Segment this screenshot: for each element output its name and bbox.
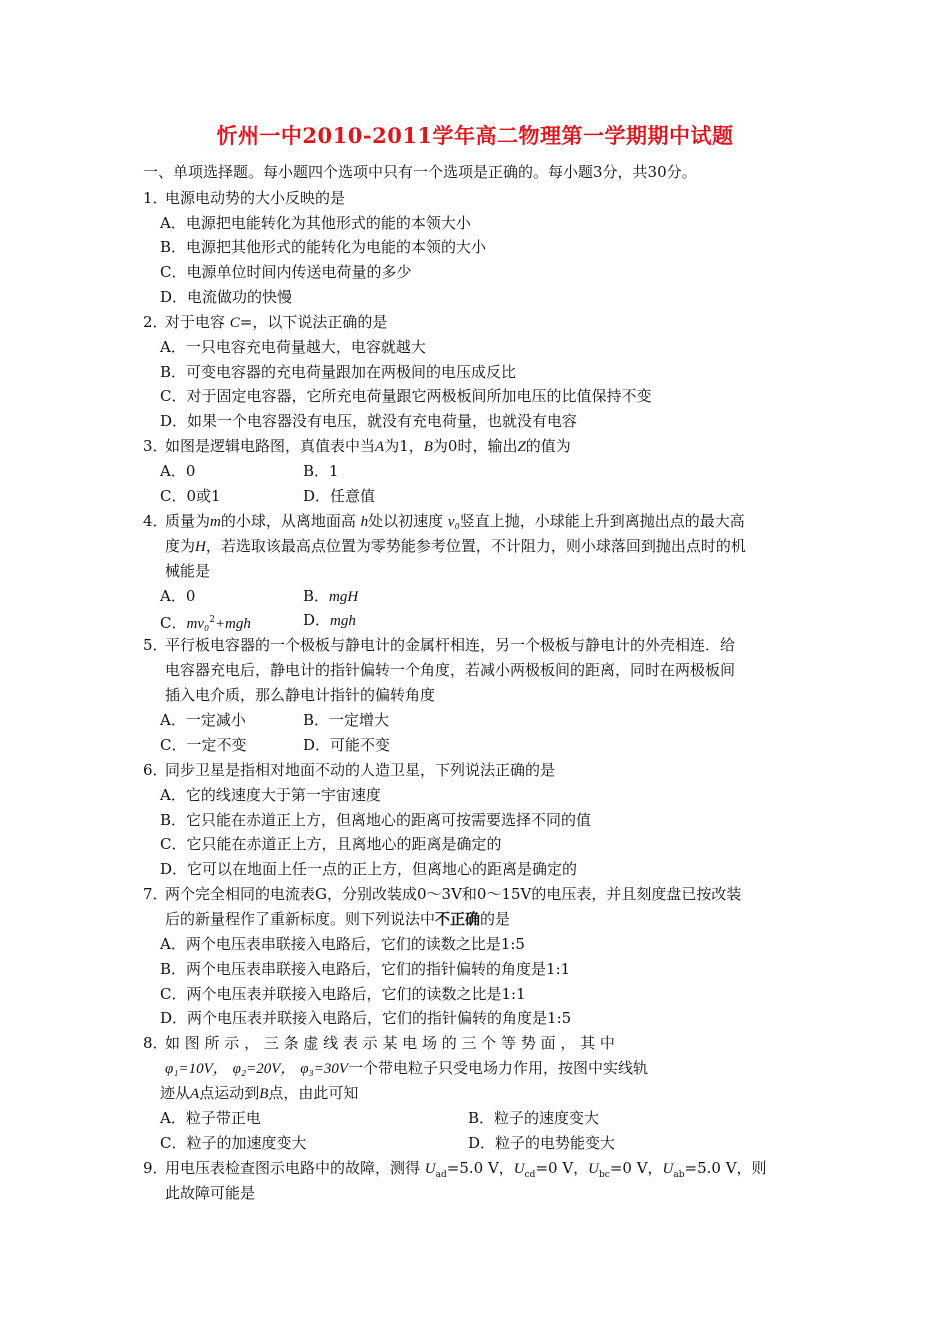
option-label: C．	[160, 614, 187, 632]
emphasis-text: 不正确	[435, 910, 481, 928]
question-4-line-2	[165, 534, 815, 560]
q3-option-d: D．任意值	[303, 487, 376, 505]
question-4-line-3: 械能是	[165, 562, 211, 580]
question-8-line-2	[165, 1056, 815, 1082]
q1-option-d: D．电流做功的快慢	[160, 288, 293, 306]
option-label: B．	[303, 587, 330, 605]
question-text: 用电压表检查图示电路中的故障，测得	[165, 1159, 425, 1177]
question-text: 对于电容	[165, 313, 230, 331]
question-text: =5.0 V，	[446, 1159, 514, 1177]
page-title: 忻州一中2010-2011学年高二物理第一学期期中试题	[216, 123, 734, 148]
question-text: 后的新量程作了重新标度。则下列说法中	[165, 910, 436, 928]
question-text: =0 V，	[609, 1159, 663, 1177]
question-5-line-3: 插入电介质，那么静电计指针的偏转角度	[165, 686, 436, 704]
section-heading: 一、单项选择题。每小题四个选项中只有一个选项是正确的。每小题3分，共30分。	[143, 163, 697, 181]
variable: C	[229, 315, 240, 331]
question-text: 为1，	[384, 437, 424, 455]
q4-option-a: A．0	[160, 587, 196, 605]
potential-value: φ₂=20V，	[232, 1061, 296, 1077]
variable: B	[423, 439, 433, 455]
question-text: 质量为	[165, 512, 211, 530]
question-text: 如 图 所 示 ， 三 条 虚 线 表 示 某 电 场 的 三 个 等 势 面 ， 其 中	[165, 1034, 615, 1052]
q2-option-d: D．如果一个电容器没有电压，就没有充电荷量，也就没有电容	[160, 412, 578, 430]
question-7-line-2	[165, 907, 815, 932]
question-2	[143, 310, 813, 336]
q7-option-d: D．两个电压表并联接入电路后，它们的指针偏转的角度是1:5	[160, 1009, 572, 1027]
question-number: 5．	[143, 636, 168, 654]
question-text: =5.0 V，则	[684, 1159, 767, 1177]
question-text: 同步卫星是指相对地面不动的人造卫星，下列说法正确的是	[165, 761, 556, 779]
question-text: 如图是逻辑电路图，真值表中当	[165, 437, 376, 455]
q8-option-a: A．粒子带正电	[160, 1109, 261, 1127]
variable: U	[424, 1161, 436, 1177]
variable: h	[360, 514, 369, 530]
question-5	[143, 633, 813, 658]
q8-option-c: C．粒子的加速度变大	[160, 1134, 307, 1152]
question-text: =，以下说法正确的是	[239, 313, 388, 331]
variable: U	[588, 1161, 600, 1177]
question-number: 3．	[143, 437, 168, 455]
q4-option-d	[303, 608, 356, 634]
question-text: 电源电动势的大小反映的是	[165, 189, 346, 207]
q5-option-c: C．一定不变	[160, 736, 247, 754]
q1-option-c: C．电源单位时间内传送电荷量的多少	[160, 263, 412, 281]
question-number: 4．	[143, 512, 168, 530]
variable: U	[662, 1161, 674, 1177]
subscript: ad	[435, 1170, 447, 1180]
question-1	[143, 186, 813, 211]
question-number: 8．	[143, 1034, 168, 1052]
question-text: 的小球，从离地面高	[220, 512, 361, 530]
question-text: 点运动到	[199, 1084, 260, 1102]
question-6	[143, 758, 813, 783]
q8-option-b: B．粒子的速度变大	[468, 1109, 600, 1127]
q2-option-c: C．对于固定电容器，它所充电荷量跟它两极板间所加电压的比值保持不变	[160, 387, 652, 405]
variable: A	[190, 1086, 200, 1102]
question-text: 为0时，输出	[432, 437, 518, 455]
q5-option-d: D．可能不变	[303, 736, 391, 754]
q1-option-b: B．电源把其他形式的能转化为电能的本领的大小	[160, 238, 487, 256]
formula: +mgh	[214, 616, 251, 632]
question-number: 1．	[143, 189, 168, 207]
q2-option-b: B．可变电容器的充电荷量跟加在两极间的电压成反比	[160, 363, 517, 381]
subscript: ab	[673, 1170, 685, 1180]
question-text: =0 V，	[535, 1159, 589, 1177]
q7-option-a: A．两个电压表串联接入电路后，它们的读数之比是1:5	[160, 935, 525, 953]
question-text: 点，由此可知	[268, 1084, 359, 1102]
variable: H	[195, 539, 206, 555]
question-5-line-2: 电容器充电后，静电计的指针偏转一个角度，若减小两极板间的距离，同时在两极板间	[165, 661, 736, 679]
q1-option-a: A．电源把电能转化为其他形式的能的本领大小	[160, 214, 471, 232]
question-number: 9．	[143, 1159, 168, 1177]
question-7	[143, 882, 813, 907]
question-3	[143, 434, 813, 460]
q6-option-a: A．它的线速度大于第一宇宙速度	[160, 786, 381, 804]
variable: A	[375, 439, 385, 455]
q5-option-b: B．一定增大	[303, 711, 390, 729]
q6-option-d: D．它可以在地面上任一点的正上方，但离地心的距离是确定的	[160, 860, 578, 878]
variable: v₀	[447, 514, 460, 530]
question-9-line-2: 此故障可能是	[165, 1184, 256, 1202]
q4-option-b	[303, 584, 358, 610]
variable: m	[210, 514, 221, 530]
subscript: cd	[524, 1170, 536, 1180]
superscript: 2	[209, 615, 215, 625]
question-text: 的是	[480, 910, 511, 928]
question-text: 的值为	[525, 437, 571, 455]
question-text: 两个完全相同的电流表G，分别改装成0～3V和0～15V的电压表，并且刻度盘已按改装	[165, 885, 742, 903]
question-number: 7．	[143, 885, 168, 903]
q6-option-b: B．它只能在赤道正上方，但离地心的距离可按需要选择不同的值	[160, 811, 592, 829]
formula: mv₀	[186, 616, 210, 632]
formula: mgh	[330, 613, 356, 629]
q7-option-b: B．两个电压表串联接入电路后，它们的指针偏转的角度是1:1	[160, 960, 571, 978]
q3-option-b: B．1	[303, 462, 339, 480]
q6-option-c: C．它只能在赤道正上方，且离地心的距离是确定的	[160, 835, 502, 853]
question-text: 一个带电粒子只受电场力作用，按图中实线轨	[348, 1059, 649, 1077]
question-number: 6．	[143, 761, 168, 779]
question-8-line-3	[160, 1081, 810, 1107]
subscript: bc	[599, 1170, 610, 1180]
variable: U	[513, 1161, 525, 1177]
question-number: 2．	[143, 313, 168, 331]
question-text: 度为	[165, 537, 196, 555]
question-4	[143, 509, 813, 535]
question-text: ，若选取该最高点位置为零势能参考位置，不计阻力，则小球落回到抛出点时的机	[205, 537, 746, 555]
question-text: 竖直上抛，小球能上升到离抛出点的最大高	[459, 512, 745, 530]
q3-option-a: A．0	[160, 462, 196, 480]
question-8	[143, 1031, 813, 1056]
question-text: 处以初速度	[368, 512, 448, 530]
potential-value: φ₃=30V	[300, 1061, 348, 1077]
q8-option-d: D．粒子的电势能变大	[468, 1134, 616, 1152]
formula: mgH	[329, 589, 359, 605]
q3-option-c: C．0或1	[160, 487, 221, 505]
q7-option-c: C．两个电压表并联接入电路后，它们的读数之比是1:1	[160, 985, 526, 1003]
q2-option-a: A．一只电容充电荷量越大，电容就越大	[160, 338, 426, 356]
question-text: 平行板电容器的一个极板与静电计的金属杆相连，另一个极板与静电计的外壳相连．给	[165, 636, 736, 654]
q5-option-a: A．一定减小	[160, 711, 246, 729]
variable: B	[259, 1086, 269, 1102]
question-text: 迹从	[160, 1084, 191, 1102]
potential-value: φ₁=10V，	[165, 1061, 228, 1077]
option-label: D．	[303, 611, 331, 629]
variable: Z	[517, 439, 526, 455]
